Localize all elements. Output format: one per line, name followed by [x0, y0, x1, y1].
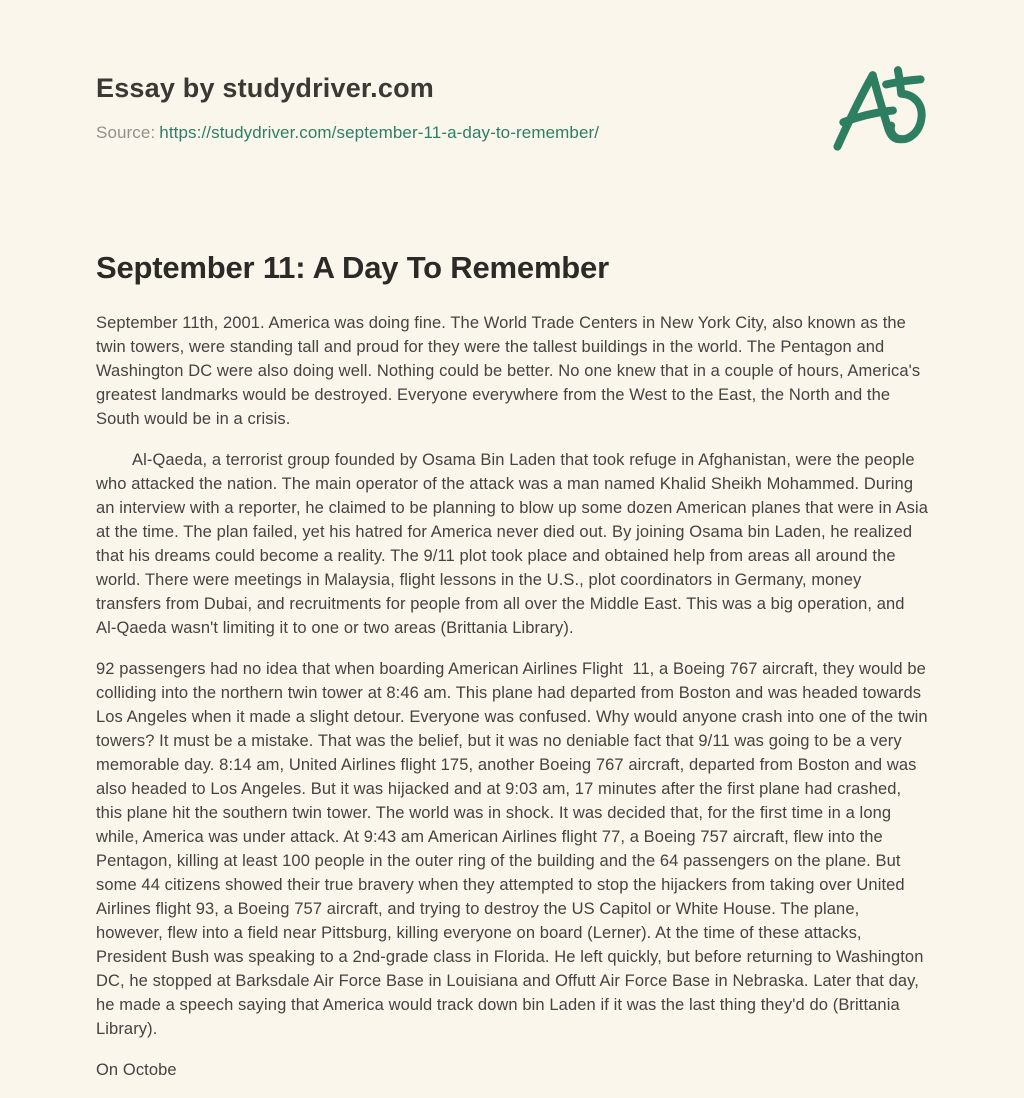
source-label: Source:: [96, 123, 156, 142]
essay-paragraph: 92 passengers had no idea that when boarding American Airlines Flight 11, a Boeing 767 aircraft, they would be colliding into the northern twin tower at 8:46 am. This plane had departed from Boston and was headed towards Los Angeles when it made a slight detour. Everyone was confused. Why would anyone crash into one of the twin towers? It must be a mistake. That was the belief, but it was no deniable fact that 9/11 was going to be a very memorable day. 8:14 am, United Airlines flight 175, another Boeing 767 aircraft, departed from Boston and was also headed to Los Angeles. But it was hijacked and at 9:03 am, 17 minutes after the first plane had crashed, this plane hit the southern twin tower. The world was in shock. It was decided that, for the first time in a long while, America was under attack. At 9:43 am American Airlines flight 77, a Boeing 757 aircraft, flew into the Pentagon, killing at least 100 people in the outer ring of the building and the 64 passengers on the plane. But some 44 citizens showed their true bravery when they attempted to stop the hijackers from taking over United Airlines flight 93, a Boeing 757 aircraft, and trying to destroy the US Capitol or White House. The plane, however, flew into a field near Pittsburg, killing everyone on board (Lerner). At the time of these attacks, President Bush was speaking to a 2nd-grade class in Florida. He left quickly, but before returning to Washington DC, he stopped at Barksdale Air Force Base in Louisiana and Offutt Air Force Base in Nebraska. Later that day, he made a speech saying that America would track down bin Laden if it was the last thing they'd do (Brittania Library).: [96, 660, 933, 1038]
source-link[interactable]: https://studydriver.com/september-11-a-day-to-remember/: [159, 123, 600, 142]
essay-paragraph: September 11th, 2001. America was doing fine. The World Trade Centers in New York City, also known as the twin towers, were standing tall and proud for they were the tallest buildings in the world. The Pentagon and Washington DC were also doing well. Nothing could be better. No one knew that in a couple of hours, America's greatest landmarks would be destroyed. Everyone everywhere from the West to the East, the North and the South would be in a crisis.: [96, 314, 925, 428]
studydriver-a-plus-logo-icon: [824, 58, 950, 168]
essay-header-title: Essay by studydriver.com: [96, 73, 434, 103]
essay-paragraph-truncated: On Octobe: [96, 1061, 177, 1079]
essay-title: September 11: A Day To Remember: [96, 250, 609, 285]
essay-paragraph: Al-Qaeda, a terrorist group founded by Osama Bin Laden that took refuge in Afghanistan, were the people who attacked the nation. The main operator of the attack was a man named Khalid Sheikh Mohammed. During an interview with a reporter, he claimed to be planning to blow up some dozen American planes that were in Asia at the time. The plan failed, yet his hatred for America never died out. By joining Osama bin Laden, he realized that his dreams could become a reality. The 9/11 plot took place and obtained help from areas all around the world. There were meetings in Malaysia, flight lessons in the U.S., plot coordinators in Germany, money transfers from Dubai, and recruitments for people from all over the Middle East. This was a big operation, and Al-Qaeda wasn't limiting it to one or two areas (Brittania Library).: [96, 451, 933, 637]
source-line: [96, 121, 928, 145]
essay-body: [96, 311, 933, 1082]
